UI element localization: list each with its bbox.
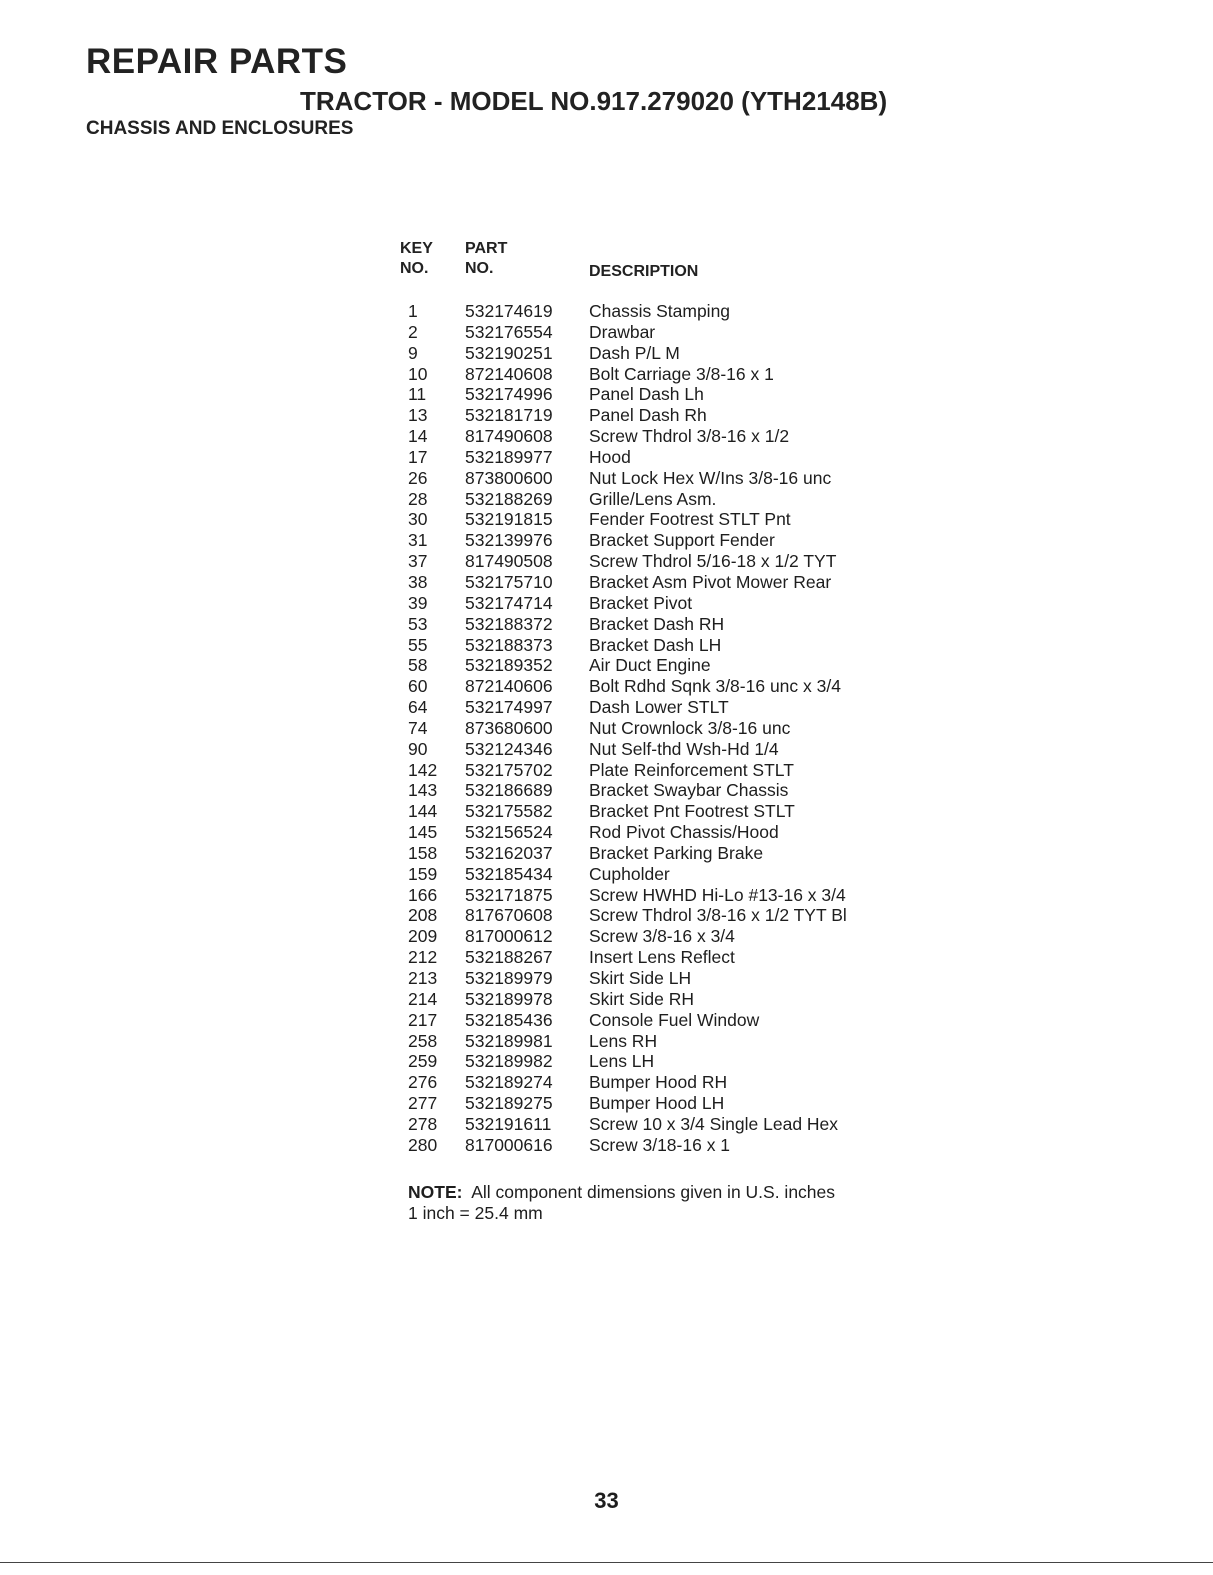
bottom-rule: [0, 1562, 1213, 1563]
description-cell: Console Fuel Window: [589, 1009, 760, 1030]
key-cell: 166: [408, 884, 438, 905]
description-cell: Screw 3/8-16 x 3/4: [589, 926, 735, 947]
part-number-cell: 532156524: [465, 822, 553, 843]
description-cell: Bracket Pivot: [589, 592, 693, 613]
part-number-cell: 532188269: [465, 488, 553, 509]
part-number-cell: 532181719: [465, 405, 553, 426]
part-number-cell: 532175702: [465, 759, 553, 780]
key-cell: 159: [408, 863, 438, 884]
key-cell: 208: [408, 905, 438, 926]
key-cell: 58: [408, 655, 428, 676]
description-cell: Bracket Parking Brake: [589, 842, 764, 863]
description-cell: Bumper Hood LH: [589, 1093, 725, 1114]
key-cell: 26: [408, 467, 428, 488]
description-cell: Chassis Stamping: [589, 301, 731, 321]
part-number-cell: 532189977: [465, 446, 553, 467]
part-number-cell: 532189978: [465, 988, 553, 1009]
description-cell: Bolt Carriage 3/8-16 x 1: [589, 363, 774, 384]
part-number-cell: 532174997: [465, 697, 553, 718]
description-cell: Drawbar: [589, 321, 656, 342]
part-number-cell: 817000612: [465, 926, 553, 947]
part-number-cell: 532189981: [465, 1030, 553, 1051]
key-cell: 259: [408, 1051, 438, 1072]
part-number-cell: 532186689: [465, 780, 553, 801]
key-cell: 1: [408, 301, 418, 321]
description-cell: Nut Crownlock 3/8-16 unc: [589, 717, 791, 738]
part-number-cell: 532189274: [465, 1072, 553, 1093]
key-cell: 144: [408, 801, 438, 822]
header-key-line1: KEY: [400, 240, 433, 257]
key-cell: 10: [408, 363, 428, 384]
key-cell: 213: [408, 968, 438, 988]
part-number-cell: 817490508: [465, 551, 553, 572]
part-number-cell: 532175582: [465, 801, 553, 822]
key-cell: 28: [408, 488, 428, 509]
part-number-cell: 532175710: [465, 571, 553, 592]
key-cell: 14: [408, 426, 428, 447]
key-cell: 9: [408, 342, 418, 363]
header-part-line2: NO.: [465, 260, 494, 277]
key-cell: 158: [408, 842, 438, 863]
key-cell: 30: [408, 509, 428, 530]
key-cell: 143: [408, 780, 438, 801]
key-cell: 17: [408, 446, 428, 467]
header-key-line2: NO.: [400, 260, 429, 277]
description-cell: Dash P/L M: [589, 342, 680, 363]
key-cell: 214: [408, 988, 438, 1009]
key-cell: 31: [408, 530, 428, 551]
part-number-cell: 532162037: [465, 842, 553, 863]
description-cell: Screw 10 x 3/4 Single Lead Hex: [589, 1113, 839, 1134]
description-cell: Insert Lens Reflect: [589, 947, 735, 968]
description-cell: Bolt Rdhd Sqnk 3/8-16 unc x 3/4: [589, 676, 841, 697]
part-number-cell: 817000616: [465, 1134, 553, 1155]
part-number-cell: 532188372: [465, 613, 553, 634]
description-cell: Panel Dash Rh: [589, 405, 707, 426]
note-label: NOTE:: [408, 1182, 463, 1202]
description-cell: Dash Lower STLT: [589, 697, 729, 718]
model-subtitle: TRACTOR - MODEL NO.917.279020 (YTH2148B): [300, 86, 888, 116]
key-cell: 39: [408, 592, 428, 613]
description-cell: Plate Reinforcement STLT: [589, 759, 794, 780]
description-cell: Screw Thdrol 5/16-18 x 1/2 TYT: [589, 551, 837, 572]
key-cell: 37: [408, 551, 428, 572]
part-number-cell: 532188267: [465, 947, 553, 968]
description-cell: Bracket Support Fender: [589, 530, 775, 551]
description-cell: Hood: [589, 446, 631, 467]
part-number-cell: 532174996: [465, 384, 553, 405]
key-cell: 145: [408, 822, 438, 843]
description-cell: Panel Dash Lh: [589, 384, 704, 405]
part-number-cell: 532191611: [465, 1113, 552, 1134]
description-cell: Bumper Hood RH: [589, 1072, 728, 1093]
key-cell: 11: [408, 384, 427, 405]
description-cell: Bracket Asm Pivot Mower Rear: [589, 571, 832, 592]
description-cell: Screw 3/18-16 x 1: [589, 1134, 731, 1155]
page-title: REPAIR PARTS: [86, 42, 348, 81]
description-cell: Bracket Dash RH: [589, 613, 725, 634]
note-line2: 1 inch = 25.4 mm: [408, 1203, 543, 1223]
part-number-cell: 532185436: [465, 1009, 553, 1030]
part-number-cell: 532189275: [465, 1093, 553, 1114]
description-cell: Lens RH: [589, 1030, 658, 1051]
part-number-cell: 532124346: [465, 738, 553, 759]
key-cell: 258: [408, 1030, 438, 1051]
key-cell: 90: [408, 738, 428, 759]
part-number-cell: 817490608: [465, 426, 553, 447]
key-cell: 74: [408, 717, 428, 738]
description-cell: Bracket Pnt Footrest STLT: [589, 801, 795, 822]
part-number-cell: 873680600: [465, 717, 553, 738]
description-cell: Bracket Dash LH: [589, 634, 722, 655]
description-cell: Skirt Side RH: [589, 988, 695, 1009]
key-cell: 53: [408, 613, 428, 634]
part-number-cell: 532174714: [465, 592, 553, 613]
part-number-cell: 532189352: [465, 655, 553, 676]
key-cell: 55: [408, 634, 428, 655]
description-cell: Nut Lock Hex W/Ins 3/8-16 unc: [589, 467, 832, 488]
part-number-cell: 532191815: [465, 509, 553, 530]
part-number-cell: 817670608: [465, 905, 553, 926]
key-cell: 276: [408, 1072, 438, 1093]
part-number-cell: 532139976: [465, 530, 553, 551]
part-number-cell: 532190251: [465, 342, 553, 363]
part-number-cell: 532171875: [465, 884, 553, 905]
part-number-cell: 532189982: [465, 1051, 553, 1072]
key-cell: 217: [408, 1009, 438, 1030]
description-cell: Screw Thdrol 3/8-16 x 1/2: [589, 426, 790, 447]
part-number-cell: 532185434: [465, 863, 553, 884]
description-cell: Rod Pivot Chassis/Hood: [589, 822, 779, 843]
description-cell: Air Duct Engine: [589, 655, 711, 676]
description-cell: Screw Thdrol 3/8-16 x 1/2 TYT Bl: [589, 905, 847, 926]
description-cell: Nut Self-thd Wsh-Hd 1/4: [589, 738, 779, 759]
header-description: DESCRIPTION: [589, 263, 699, 280]
key-cell: 280: [408, 1134, 438, 1155]
description-cell: Bracket Swaybar Chassis: [589, 780, 789, 801]
description-cell: Fender Footrest STLT Pnt: [589, 509, 791, 530]
key-cell: 277: [408, 1093, 438, 1114]
description-cell: Skirt Side LH: [589, 968, 692, 988]
description-cell: Cupholder: [589, 863, 670, 884]
key-cell: 38: [408, 571, 428, 592]
section-heading: CHASSIS AND ENCLOSURES: [86, 118, 354, 139]
key-cell: 13: [408, 405, 428, 426]
part-number-cell: 872140608: [465, 363, 553, 384]
part-number-cell: 873800600: [465, 467, 553, 488]
note-line1: All component dimensions given in U.S. inches: [471, 1182, 836, 1202]
part-number-cell: 532188373: [465, 634, 553, 655]
key-cell: 64: [408, 697, 428, 718]
description-cell: Lens LH: [589, 1051, 655, 1072]
key-cell: 2: [408, 321, 418, 342]
description-cell: Grille/Lens Asm.: [589, 488, 717, 509]
key-cell: 209: [408, 926, 438, 947]
part-number-cell: 532189979: [465, 968, 553, 988]
description-cell: Screw HWHD Hi-Lo #13-16 x 3/4: [589, 884, 846, 905]
key-cell: 278: [408, 1113, 438, 1134]
key-cell: 60: [408, 676, 428, 697]
page-number: 33: [594, 1488, 619, 1513]
part-number-cell: 532176554: [465, 321, 553, 342]
note: [408, 1182, 835, 1224]
key-cell: 212: [408, 947, 438, 968]
part-number-cell: 872140606: [465, 676, 553, 697]
key-cell: 142: [408, 759, 438, 780]
header-part-line1: PART: [465, 240, 508, 257]
part-number-cell: 532174619: [465, 301, 553, 321]
